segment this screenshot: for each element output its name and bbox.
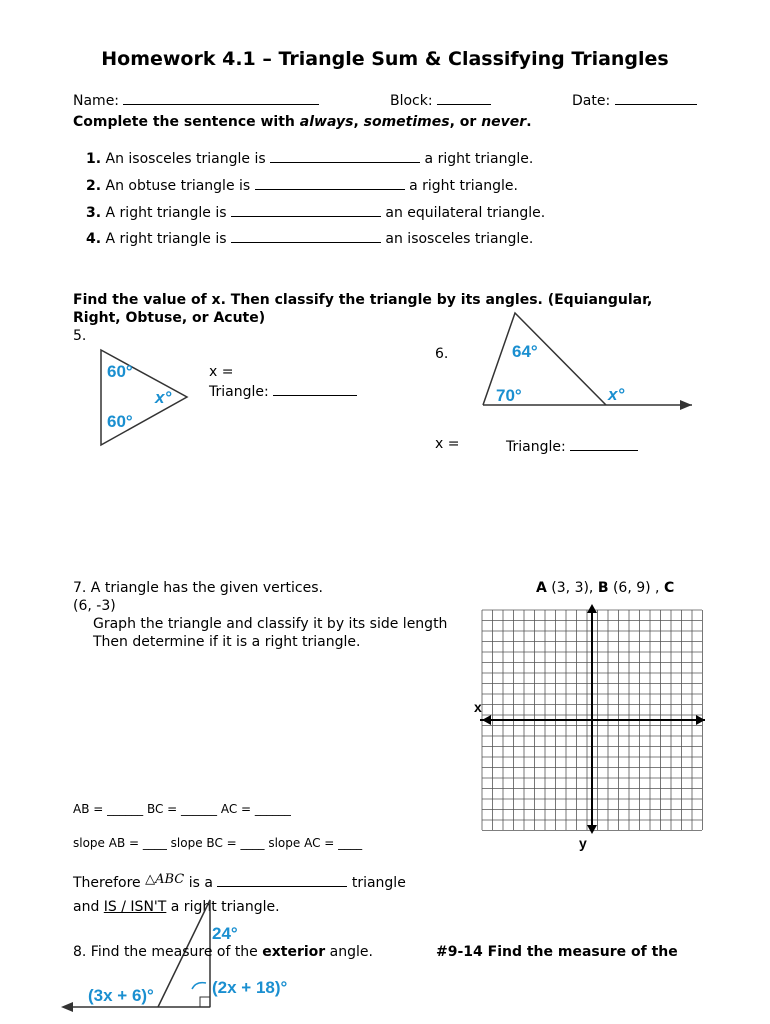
problem6-x-answer: x = <box>435 436 460 452</box>
problem7-line2: Graph the triangle and classify it by its side length <box>93 616 448 632</box>
name-blank[interactable] <box>123 90 319 105</box>
page-title: Homework 4.1 – Triangle Sum & Classifying Triangles <box>101 48 669 70</box>
problem5-triangle <box>95 345 195 450</box>
sentence-blank[interactable] <box>231 228 381 243</box>
section2-line1: Find the value of x. Then classify the triangle by its angles. (Equiangular, <box>73 292 653 308</box>
sentence-1: 1. An isosceles triangle is a right triangle. <box>86 148 533 167</box>
x-axis-arrow-left <box>482 715 491 725</box>
answer-blank[interactable] <box>273 381 357 396</box>
angle-label: (3x + 6)° <box>88 986 154 1005</box>
sentence-blank[interactable] <box>231 202 381 217</box>
lengths-line: AB = ______ BC = ______ AC = ______ <box>73 802 291 816</box>
block-blank[interactable] <box>437 90 491 105</box>
problem7-c-value: (6, -3) <box>73 598 116 614</box>
slopes-line: slope AB = ____ slope BC = ____ slope AC = ____ <box>73 836 363 850</box>
problem9-heading: #9-14 Find the measure of the <box>436 944 678 960</box>
x-axis-arrow <box>696 715 705 725</box>
angle-label: x° <box>155 388 172 407</box>
triangle-abc-symbol: △ABC <box>145 872 185 887</box>
therefore-line: Therefore △ABC is a triangle <box>73 872 406 891</box>
problem7-vertices: A (3, 3), B (6, 9) , C <box>536 580 675 596</box>
problem8-figure <box>58 897 308 1024</box>
problem7-line3: Then determine if it is a right triangle. <box>93 634 361 650</box>
arrowhead-left <box>61 1002 73 1012</box>
angle-label: 70° <box>496 386 522 405</box>
angle-label: (2x + 18)° <box>212 978 288 997</box>
problem6-triangle-answer: Triangle: <box>506 436 638 455</box>
date-field[interactable]: Date: <box>572 90 697 109</box>
sentence-4: 4. A right triangle is an isosceles triangle. <box>86 228 533 247</box>
problem5-x-answer: x = <box>209 364 234 380</box>
block-field[interactable]: Block: <box>390 90 491 109</box>
axis-label-y: y <box>579 835 587 851</box>
answer-blank[interactable] <box>217 872 347 887</box>
angle-label: 60° <box>107 412 133 431</box>
problem5-triangle-answer: Triangle: <box>209 381 357 400</box>
coordinate-grid[interactable] <box>470 600 710 855</box>
problem6-triangle <box>470 305 710 415</box>
right-angle-mark <box>200 997 210 1007</box>
angle-label: 60° <box>107 362 133 381</box>
answer-blank[interactable] <box>570 436 638 451</box>
sentence-2: 2. An obtuse triangle is a right triangle. <box>86 175 518 194</box>
y-axis-arrow <box>587 604 597 613</box>
axis-label-x: x <box>474 699 482 715</box>
is-isnt-line: and IS / ISN'T a right triangle. <box>73 899 280 915</box>
problem5-number: 5. <box>73 328 87 344</box>
angle-label: x° <box>608 385 625 404</box>
date-blank[interactable] <box>615 90 697 105</box>
problem8-text: 8. Find the measure of the exterior angle. <box>73 944 373 960</box>
angle-label: 24° <box>212 924 238 943</box>
sentence-3: 3. A right triangle is an equilateral triangle. <box>86 202 545 221</box>
y-axis-arrow-down <box>587 825 597 834</box>
sentence-blank[interactable] <box>255 175 405 190</box>
arrowhead-right <box>680 400 692 410</box>
problem6-number: 6. <box>435 346 449 362</box>
angle-label: 64° <box>512 342 538 361</box>
instruction-1: Complete the sentence with always, sometimes, or never. <box>73 114 532 130</box>
angle-arc <box>192 983 206 989</box>
sentence-blank[interactable] <box>270 148 420 163</box>
section2-line2: Right, Obtuse, or Acute) <box>73 310 266 326</box>
problem7-intro: 7. A triangle has the given vertices. <box>73 580 323 596</box>
is-isnt-choice[interactable]: IS / ISN'T <box>103 899 167 915</box>
name-field[interactable]: Name: <box>73 90 319 109</box>
